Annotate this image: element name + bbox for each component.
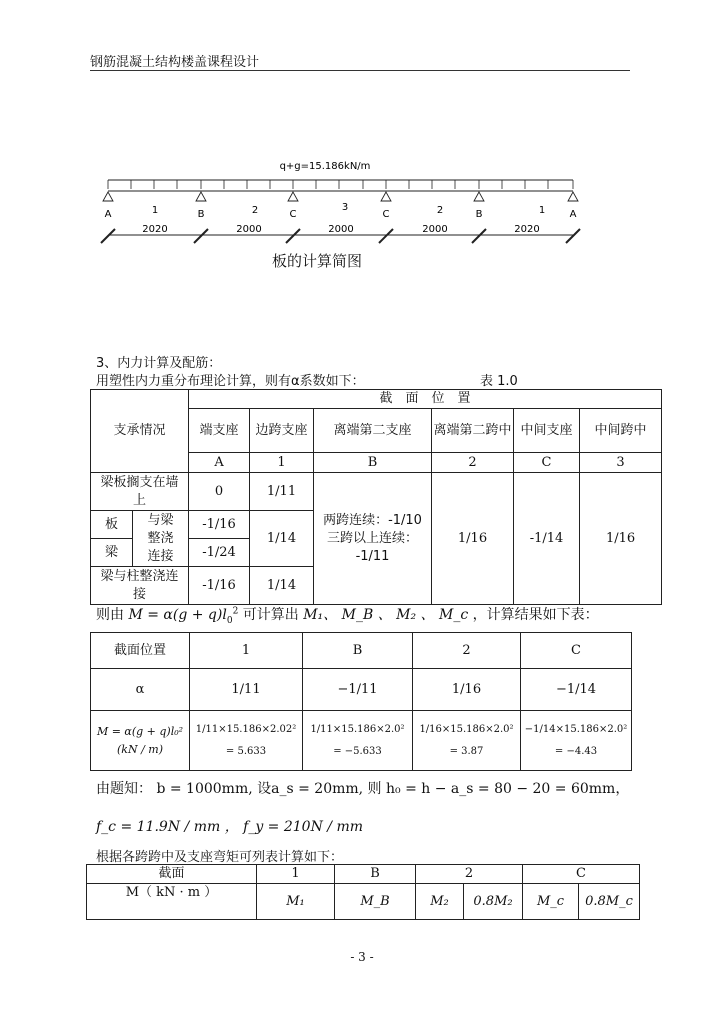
formula-mlist: M₁、 M_B 、 M₂ 、 M_c xyxy=(303,607,469,623)
support-triangle xyxy=(103,192,113,201)
section-position-header: 截 面 位 置 xyxy=(189,390,662,409)
formula-eq: M = α(g + q)l xyxy=(128,607,227,623)
formula-prefix: 则由 xyxy=(96,607,124,623)
row-label: 与梁整浇连接 xyxy=(133,511,189,567)
position-header: 边跨支座 xyxy=(250,409,314,453)
header-cell: B xyxy=(335,865,416,884)
support-label: B xyxy=(475,209,483,220)
header-cell: 截面位置 xyxy=(91,633,190,669)
position-header: 端支座 xyxy=(189,409,250,453)
cell: -1/16 xyxy=(189,511,250,539)
section-title: 3、内力计算及配筋： xyxy=(96,356,222,371)
cell-line: 三跨以上连续： xyxy=(327,530,419,546)
m-cell xyxy=(413,711,521,771)
support-triangle xyxy=(474,192,484,201)
span-label: 1 xyxy=(151,205,159,216)
row-label: 板 xyxy=(91,511,133,539)
load-label: q+g=15.186kN/m xyxy=(279,161,371,172)
cell: 1/14 xyxy=(250,511,314,567)
span-length: 2000 xyxy=(236,224,262,235)
position-code: A xyxy=(189,453,250,473)
cell-line: -1/11 xyxy=(355,548,390,564)
position-code: C xyxy=(514,453,580,473)
cell: 0 xyxy=(189,473,250,511)
m-label-unit: (kN / m) xyxy=(116,742,163,756)
header-cell: C xyxy=(523,865,640,884)
alpha-coefficient-table xyxy=(90,389,662,605)
alpha-label: α xyxy=(91,669,190,711)
m-label-eq: M = α(g + q)l₀² xyxy=(96,724,184,738)
m-symbol: M₁ xyxy=(257,884,335,920)
load-arrows xyxy=(108,180,573,189)
m-symbol: 0.8M_c xyxy=(579,884,640,920)
support-label: C xyxy=(289,209,297,220)
cell: 1/11 xyxy=(250,473,314,511)
span-label: 2 xyxy=(251,205,259,216)
support-triangle xyxy=(196,192,206,201)
header-cell: 截面 xyxy=(87,865,257,884)
support-label: C xyxy=(382,209,390,220)
header-cell: 1 xyxy=(257,865,335,884)
support-label: A xyxy=(104,209,112,220)
m-symbol: M_B xyxy=(335,884,416,920)
table-label: 表 1.0 xyxy=(480,374,518,389)
position-header: 中间跨中 xyxy=(580,409,662,453)
moment-table xyxy=(90,632,632,771)
m-result: = −4.43 xyxy=(554,745,598,757)
support-label: B xyxy=(197,209,205,220)
alpha-cell: 1/16 xyxy=(413,669,521,711)
cell: -1/14 xyxy=(514,473,580,605)
header-cell: 2 xyxy=(416,865,523,884)
span-label: 1 xyxy=(538,205,546,216)
m-calc: 1/11×15.186×2.0² xyxy=(310,723,405,735)
alpha-cell: −1/11 xyxy=(303,669,413,711)
section-intro: 用塑性内力重分布理论计算，则有α系数如下： xyxy=(96,374,365,389)
alpha-cell: 1/11 xyxy=(190,669,303,711)
position-header: 中间支座 xyxy=(514,409,580,453)
cell: 1/16 xyxy=(432,473,514,605)
support-triangle xyxy=(288,192,298,201)
m-cell xyxy=(303,711,413,771)
support-triangle xyxy=(568,192,578,201)
header-cell: 2 xyxy=(413,633,521,669)
span-length: 2000 xyxy=(328,224,354,235)
cell: 1/14 xyxy=(250,567,314,605)
given-line-3: 根据各跨跨中及支座弯矩可列表计算如下： xyxy=(96,850,344,865)
header-title: 钢筋混凝土结构楼盖课程设计 xyxy=(90,55,260,70)
reinforcement-table xyxy=(86,864,640,920)
cell-line: 两跨连续：-1/10 xyxy=(323,512,422,528)
cell-b-multiline xyxy=(314,473,432,605)
cell: -1/24 xyxy=(189,539,250,567)
m-symbol: M₂ xyxy=(416,884,464,920)
span-length: 2020 xyxy=(514,224,540,235)
cell: 1/16 xyxy=(580,473,662,605)
row-label: 梁板搁支在墙上 xyxy=(91,473,189,511)
position-code: B xyxy=(314,453,432,473)
position-code: 1 xyxy=(250,453,314,473)
m-cell xyxy=(521,711,632,771)
span-length: 2020 xyxy=(142,224,168,235)
header-divider xyxy=(90,70,630,71)
diagram-caption: 板的计算简图 xyxy=(272,252,363,270)
support-label: A xyxy=(569,209,577,220)
m-calc: 1/11×15.186×2.02² xyxy=(195,723,297,735)
formula-line: 则由 $M = \alpha(g + q)l_0^2$ 可计算出 M₁、 M_B 、 M₂ 、 M_c ，计算结果如下表： xyxy=(96,606,599,626)
m-calc: 1/16×15.186×2.0² xyxy=(419,723,514,735)
support-triangle xyxy=(381,192,391,201)
m-symbol: M_c xyxy=(523,884,579,920)
alpha-cell: −1/14 xyxy=(521,669,632,711)
span-label: 3 xyxy=(341,202,349,213)
row-label: 梁与柱整浇连接 xyxy=(91,567,189,605)
cell: -1/16 xyxy=(189,567,250,605)
beam-diagram xyxy=(95,155,595,245)
m-cell xyxy=(190,711,303,771)
position-header: 离端第二跨中 xyxy=(432,409,514,453)
position-header: 离端第二支座 xyxy=(314,409,432,453)
m-result: = 5.633 xyxy=(225,745,267,757)
support-condition-header: 支承情况 xyxy=(91,390,189,473)
m-calc: −1/14×15.186×2.0² xyxy=(524,723,628,735)
header-cell: C xyxy=(521,633,632,669)
position-code: 2 xyxy=(432,453,514,473)
formula-suffix: ，计算结果如下表： xyxy=(472,607,599,623)
formula-mid: 可计算出 xyxy=(242,607,299,623)
span-label: 2 xyxy=(436,205,444,216)
header-cell: 1 xyxy=(190,633,303,669)
span-length: 2000 xyxy=(422,224,448,235)
row-label: 梁 xyxy=(91,539,133,567)
m-result: = 3.87 xyxy=(449,745,484,757)
m-result: = −5.633 xyxy=(333,745,382,757)
given-line-1: 由题知： b = 1000mm, 设a_s = 20mm, 则 h₀ = h − a_s = 80 − 20 = 60mm， xyxy=(96,781,630,797)
page-number: - 3 - xyxy=(350,950,374,964)
header-cell: B xyxy=(303,633,413,669)
m-symbol: 0.8M₂ xyxy=(464,884,523,920)
m-label xyxy=(91,711,190,771)
position-code: 3 xyxy=(580,453,662,473)
given-line-2: f_c = 11.9N / mm ， f_y = 210N / mm xyxy=(96,819,364,835)
m-unit-label: M（ kN · m ） xyxy=(87,884,257,920)
